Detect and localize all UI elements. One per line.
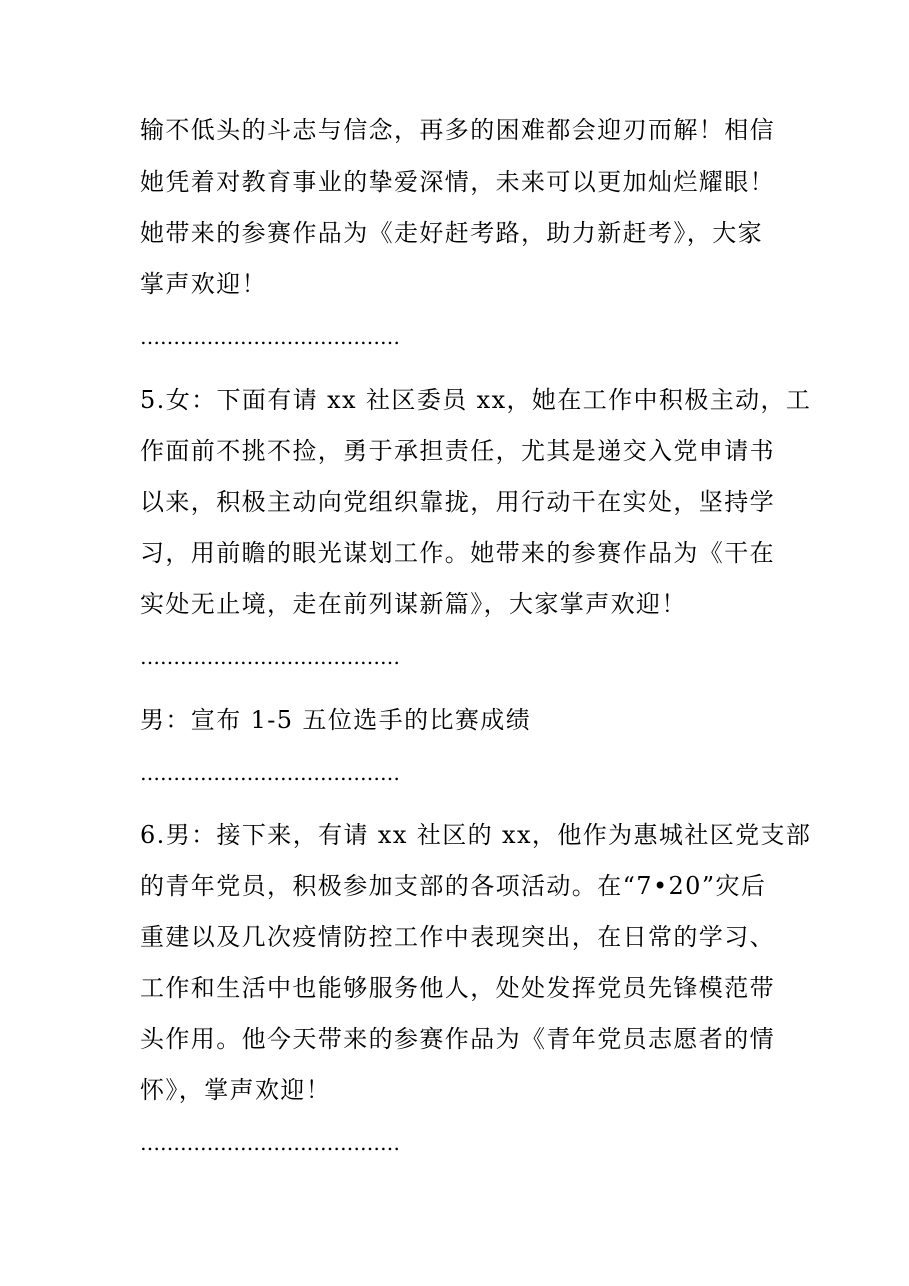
paragraph-line: 的青年党员，积极参加支部的各项活动。在“7•20”灾后 [140, 872, 767, 900]
paragraph-line: 头作用。他今天带来的参赛作品为《青年党员志愿者的情 [140, 1025, 775, 1053]
dotted-separator: ………………………………… [140, 1131, 400, 1155]
dotted-separator: ………………………………… [140, 761, 400, 785]
paragraph-line: 重建以及几次疫情防控工作中表现突出，在日常的学习、 [140, 923, 775, 951]
paragraph-line: 实处无止境，走在前列谋新篇》，大家掌声欢迎！ [140, 590, 687, 618]
paragraph-line: 她凭着对教育事业的挚爱深情，未来可以更加灿烂耀眼！ [140, 168, 775, 196]
dotted-separator: ………………………………… [140, 325, 400, 349]
paragraph-line: 输不低头的斗志与信念，再多的困难都会迎刃而解！相信 [140, 116, 775, 144]
paragraph-line: 作面前不挑不捡，勇于承担责任，尤其是递交入党申请书 [140, 437, 775, 465]
paragraph-line: 她带来的参赛作品为《走好赶考路，助力新赶考》，大家 [140, 219, 763, 247]
paragraph-line: 掌声欢迎！ [140, 270, 267, 298]
paragraph-line: 男：宣布 1-5 五位选手的比赛成绩 [140, 706, 532, 734]
paragraph-line: 习，用前瞻的眼光谋划工作。她带来的参赛作品为《干在 [140, 539, 775, 567]
paragraph-line: 5.女：下面有请 xx 社区委员 xx，她在工作中积极主动，工 [140, 386, 812, 414]
paragraph-line: 怀》，掌声欢迎！ [140, 1076, 332, 1104]
dotted-separator: ………………………………… [140, 645, 400, 669]
paragraph-line: 工作和生活中也能够服务他人，处处发挥党员先锋模范带 [140, 974, 775, 1002]
paragraph-line: 6.男：接下来，有请 xx 社区的 xx，他作为惠城社区党支部 [140, 821, 812, 849]
paragraph-line: 以来，积极主动向党组织靠拢，用行动干在实处，坚持学 [140, 488, 775, 516]
